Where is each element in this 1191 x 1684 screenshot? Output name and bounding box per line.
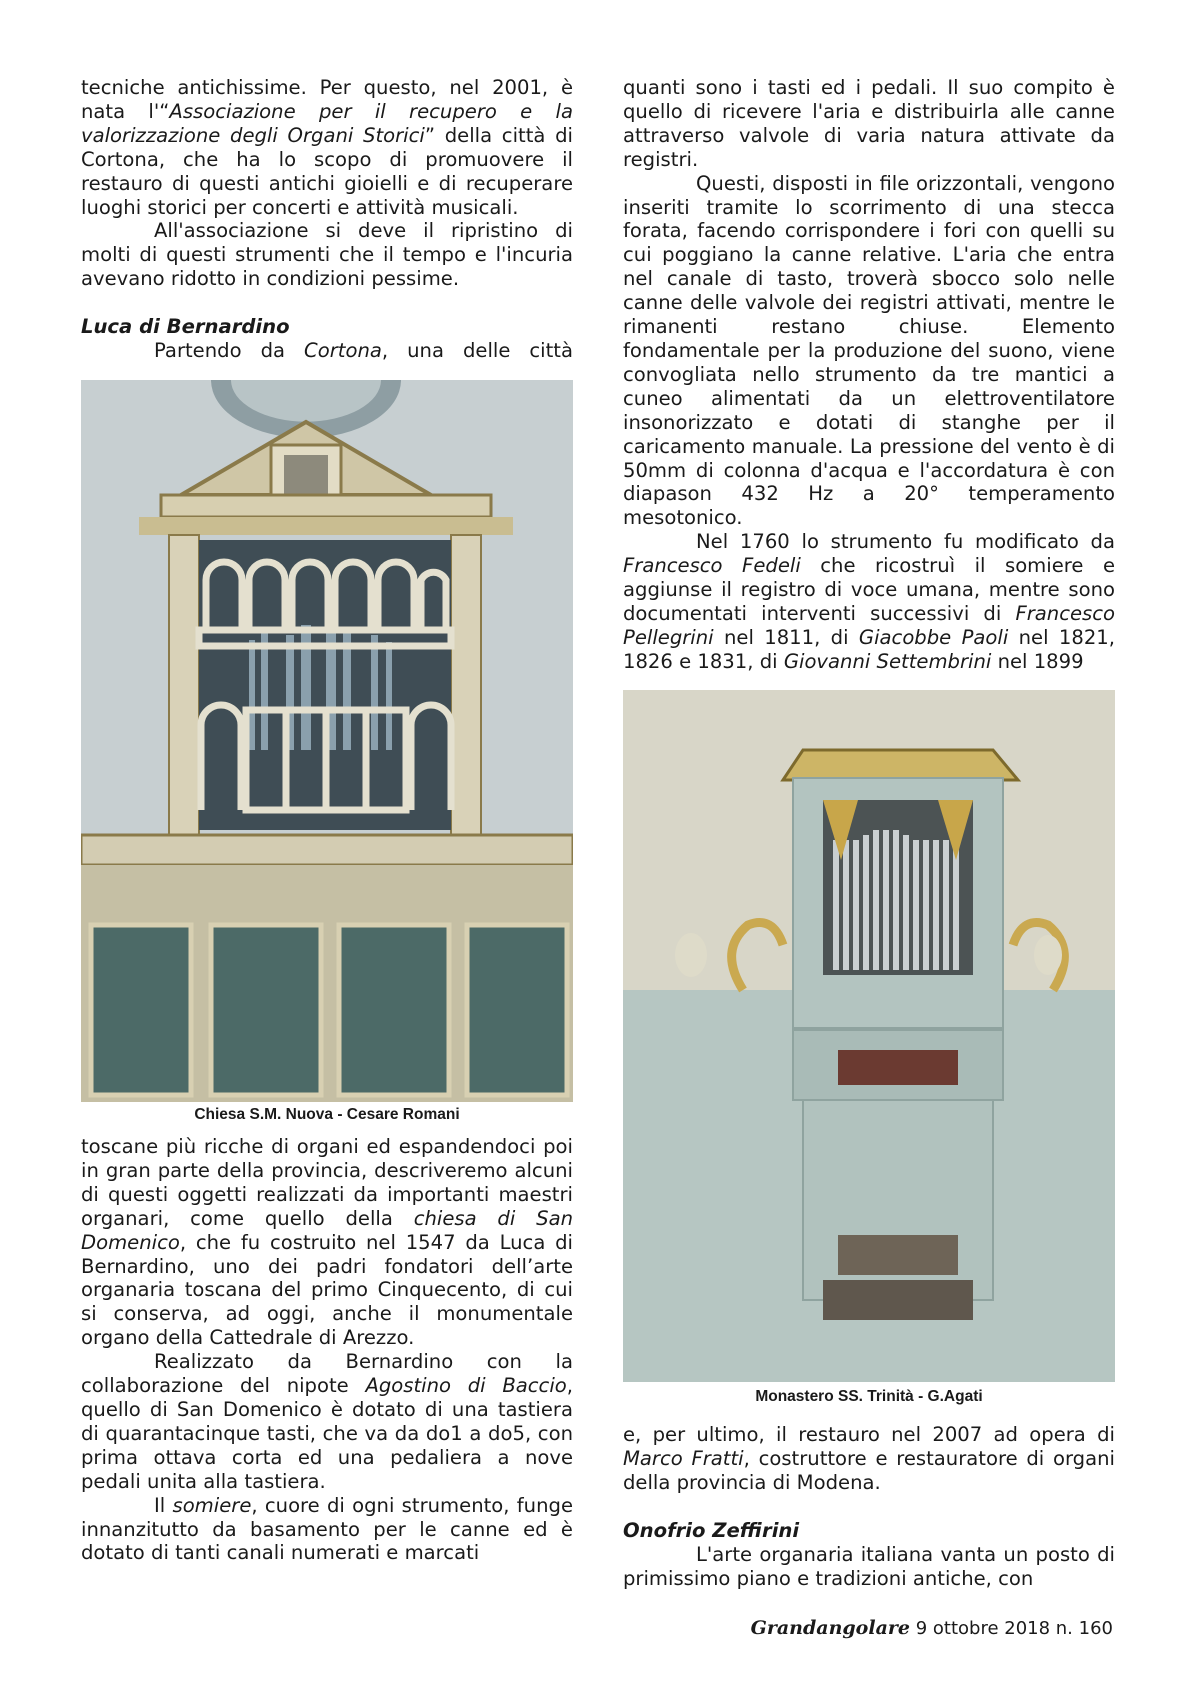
paragraph: Nel 1760 lo strumento fu modificato da Francesco Fedeli che ricostruì il somiere e aggiunse il registro di voce umana, mentre sono documentati interventi successivi di Francesco Pellegrini nel 1811, di Giacobbe Paoli nel 1821, 1826 e 1831, di Giovanni Settembrini nel 1899 — [623, 530, 1116, 673]
paragraph: quanti sono i tasti ed i pedali. Il suo compito è quello di ricevere l'aria e distribuirla alle canne attraverso valvole di varia natura attivate da registri. — [623, 76, 1115, 171]
left-column-bottom — [81, 1135, 573, 1565]
masthead: Grandangolare — [750, 1617, 910, 1639]
right-column-bottom — [623, 1423, 1115, 1590]
paragraph: Questi, disposti in file orizzontali, vengono inseriti tramite lo scorrimento di una stecca forata, facendo corrispondere i fori con quelli su cui poggiano la canne relative. L'aria che entra nel canale di tasto, troverà sbocco solo nelle canne delle valvole dei registri attivati, mentre le rimanenti restano chiuse. Elemento fondamentale per la produzione del suono, viene convogliata nello strumento da tre mantici a cuneo alimentati da un elettroventilatore insonorizzato e dotati di stanghe per il caricamento manuale. La pressione del vento è di 50mm di colonna d'acqua e l'accordatura è con diapason 432 Hz a 20° temperamento mesotonico. — [623, 171, 1115, 530]
paragraph: Realizzato da Bernardino con la collaborazione del nipote Agostino di Baccio, quello di San Domenico è dotato di una tastiera di quarantacinque tasti, che va da do1 a do5, con prima ottava corta ed una pedaliera a nove pedali unita alla tastiera. — [81, 1350, 573, 1493]
paragraph: All'associazione si deve il ripristino di molti di questi strumenti che il tempo e l'incuria avevano ridotto in condizioni pessime. — [81, 219, 573, 291]
section-heading: Luca di Bernardino — [81, 315, 290, 339]
paragraph: e, per ultimo, il restauro nel 2007 ad opera di Marco Fratti, costruttore e restauratore di organi della provincia di Modena. — [623, 1423, 1115, 1494]
page-footer — [751, 1617, 1113, 1639]
section-heading: Onofrio Zeffirini — [623, 1518, 800, 1542]
paragraph: Il somiere, cuore di ogni strumento, funge innanzitutto da basamento per le canne ed è dotato di tanti canali numerati e marcati — [81, 1493, 573, 1565]
paragraph: Partendo da Cortona, una delle città — [154, 339, 573, 363]
organ-photo-1 — [81, 380, 573, 1102]
figure-caption: Monastero SS. Trinità - G.Agati — [755, 1388, 983, 1405]
left-column-top — [81, 76, 573, 363]
figure-organ-santa-maria-nuova — [81, 380, 573, 1124]
organ-photo-2 — [623, 690, 1115, 1382]
figure-caption: Chiesa S.M. Nuova - Cesare Romani — [194, 1106, 460, 1123]
issue-date: 9 ottobre 2018 n. 160 — [909, 1618, 1113, 1639]
right-column-top — [623, 76, 1115, 674]
paragraph: toscane più ricche di organi ed espandendoci poi in gran parte della provincia, descriveremo alcuni di questi oggetti realizzati da importanti maestri organari, come quello della chiesa di San Domenico, che fu costruito nel 1547 da Luca di Bernardino, uno dei padri fondatori dell’arte organaria toscana del primo Cinquecento, di cui si conserva, ad oggi, anche il monumentale organo della Cattedrale di Arezzo. — [81, 1135, 573, 1350]
paragraph: tecniche antichissime. Per questo, nel 2001, è nata l'“Associazione per il recupero e la valorizzazione degli Organi Storici” della città di Cortona, che ha lo scopo di promuovere il restauro di questi antichi gioielli e di recuperare luoghi storici per concerti e attività musicali. — [81, 76, 574, 219]
figure-organ-ss-trinita — [623, 690, 1115, 1406]
paragraph: L'arte organaria italiana vanta un posto di primissimo piano e tradizioni antiche, con — [623, 1542, 1115, 1590]
